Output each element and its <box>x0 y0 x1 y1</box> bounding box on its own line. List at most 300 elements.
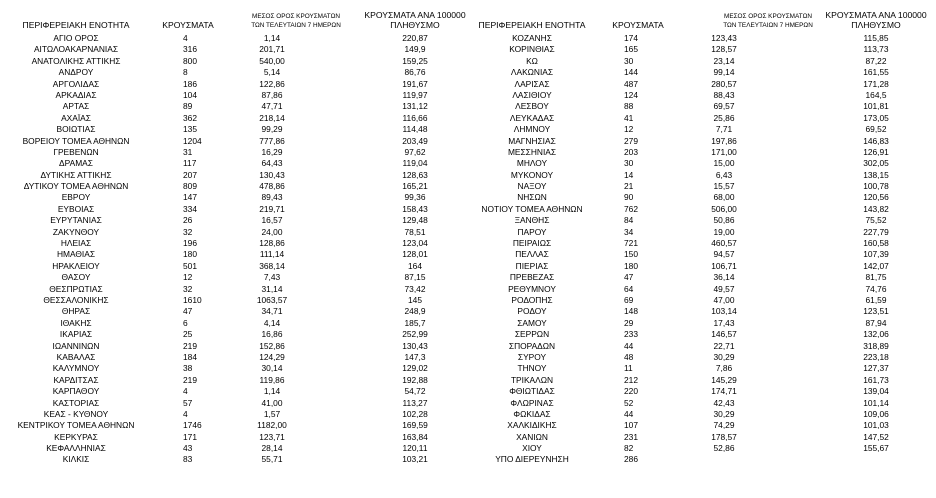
cell-per: 101,14 <box>863 397 889 408</box>
cell-region: ΔΥΤΙΚΟΥ ΤΟΜΕΑ ΑΘΗΝΩΝ <box>23 181 129 192</box>
cell-cases: 1610 <box>183 294 202 305</box>
cell-per: 131,12 <box>402 101 428 112</box>
cell-cases: 90 <box>624 192 634 203</box>
cell-region: ΜΑΓΝΗΣΙΑΣ <box>508 135 556 146</box>
cell-region: ΚΙΛΚΙΣ <box>62 454 90 465</box>
cell-cases: 32 <box>183 226 193 237</box>
cell-cases: 41 <box>624 112 634 123</box>
cell-cases: 231 <box>624 431 638 442</box>
cell-per: 128,63 <box>402 169 428 180</box>
cell-avg: 36,14 <box>713 272 735 283</box>
cell-cases: 174 <box>624 33 638 43</box>
cell-per: 75,52 <box>865 215 887 226</box>
table-row <box>470 295 936 306</box>
table-row <box>470 67 936 78</box>
cell-per: 252,99 <box>402 329 428 340</box>
cell-per: 159,25 <box>402 55 428 66</box>
cell-avg: 23,14 <box>713 55 735 66</box>
cell-cases: 286 <box>624 454 638 465</box>
cell-per: 147,3 <box>404 351 426 362</box>
cell-avg: 123,43 <box>711 33 737 43</box>
cell-avg: 47,71 <box>261 101 283 112</box>
cell-per: 203,49 <box>402 135 428 146</box>
table-row <box>0 261 470 272</box>
table-row <box>470 33 936 44</box>
table-row <box>470 238 936 249</box>
table-row <box>470 272 936 283</box>
cell-region: ΛΑΡΙΣΑΣ <box>514 78 550 89</box>
cell-avg: 87,86 <box>261 89 283 100</box>
cell-avg: 49,57 <box>713 283 735 294</box>
table-row <box>0 113 470 124</box>
table-row <box>470 215 936 226</box>
cell-region: ΧΙΟΥ <box>522 443 542 454</box>
cell-cases: 25 <box>183 329 193 340</box>
cell-region: ΒΟΡΕΙΟΥ ΤΟΜΕΑ ΑΘΗΝΩΝ <box>22 135 130 146</box>
table-row <box>0 386 470 397</box>
cell-per: 149,9 <box>404 44 426 55</box>
table-row <box>0 158 470 169</box>
cell-cases: 4 <box>183 386 188 397</box>
cell-region: ΚΑΒΑΛΑΣ <box>56 351 96 362</box>
cell-avg: 7,43 <box>263 272 281 283</box>
cell-per: 73,42 <box>404 283 426 294</box>
table-row <box>0 215 470 226</box>
cell-per: 302,05 <box>863 158 889 169</box>
cell-avg: 777,86 <box>259 135 285 146</box>
cell-region: ΔΡΑΜΑΣ <box>59 158 93 169</box>
cell-region: ΙΩΑΝΝΙΝΩΝ <box>52 340 100 351</box>
cell-avg: 30,29 <box>713 351 735 362</box>
cell-cases: 124 <box>624 89 638 100</box>
cell-region: ΚΕΑΣ - ΚΥΘΝΟΥ <box>43 408 109 419</box>
cell-per: 87,94 <box>865 317 887 328</box>
table-row <box>470 90 936 101</box>
cell-region: ΥΠΟ ΔΙΕΡΕΥΝΗΣΗ <box>495 454 569 465</box>
cell-avg: 50,86 <box>713 215 735 226</box>
cell-per: 185,7 <box>404 317 426 328</box>
table-row <box>470 454 936 465</box>
cell-cases: 38 <box>183 363 193 374</box>
cell-avg: 30,14 <box>261 363 283 374</box>
cell-region: ΑΝΔΡΟΥ <box>58 67 94 78</box>
cell-region: ΦΩΚΙΔΑΣ <box>513 408 551 419</box>
cell-cases: 1746 <box>183 420 202 431</box>
cell-cases: 279 <box>624 135 638 146</box>
table-row <box>470 261 936 272</box>
cell-region: ΚΟΖΑΝΗΣ <box>512 33 552 43</box>
cell-avg: 368,14 <box>259 260 285 271</box>
table-row <box>0 443 470 454</box>
cell-region: ΗΡΑΚΛΕΙΟΥ <box>52 260 100 271</box>
cell-region: ΘΑΣΟΥ <box>61 272 91 283</box>
cell-region: ΑΡΚΑΔΙΑΣ <box>55 89 97 100</box>
cell-region: ΙΚΑΡΙΑΣ <box>59 329 93 340</box>
cell-per: 138,15 <box>863 169 889 180</box>
cell-region: ΓΡΕΒΕΝΩΝ <box>53 146 99 157</box>
table-row <box>470 113 936 124</box>
header-region: ΠΕΡΙΦΕΡΕΙΑΚΗ ΕΝΟΤΗΤΑ <box>478 20 586 30</box>
cell-avg: 64,43 <box>261 158 283 169</box>
cell-region: ΘΕΣΣΑΛΟΝΙΚΗΣ <box>43 294 109 305</box>
table-row <box>470 432 936 443</box>
table-row <box>470 352 936 363</box>
table-row <box>470 284 936 295</box>
cell-per: 107,39 <box>863 249 889 260</box>
cell-region: ΛΑΣΙΘΙΟΥ <box>512 89 552 100</box>
cell-avg: 42,43 <box>713 397 735 408</box>
cell-avg: 47,00 <box>713 294 735 305</box>
right-header <box>470 0 936 33</box>
cell-per: 165,21 <box>402 181 428 192</box>
cell-region: ΗΛΕΙΑΣ <box>60 238 92 249</box>
cell-region: ΒΟΙΩΤΙΑΣ <box>56 124 96 135</box>
cell-region: ΞΑΝΘΗΣ <box>514 215 550 226</box>
cell-avg: 16,57 <box>261 215 283 226</box>
cell-avg: 28,14 <box>261 443 283 454</box>
header-per-line1: ΚΡΟΥΣΜΑΤΑ ΑΝΑ 100000 <box>364 10 466 20</box>
cell-avg: 16,86 <box>261 329 283 340</box>
table-row <box>470 398 936 409</box>
table-row <box>470 375 936 386</box>
cell-region: ΚΑΛΥΜΝΟΥ <box>52 363 100 374</box>
cell-region: ΛΗΜΝΟΥ <box>513 124 551 135</box>
cell-cases: 82 <box>624 443 634 454</box>
right-rows <box>470 33 936 466</box>
cell-per: 120,56 <box>863 192 889 203</box>
cell-per: 101,03 <box>863 420 889 431</box>
table-row <box>0 192 470 203</box>
cell-avg: 478,86 <box>259 181 285 192</box>
cell-region: ΠΕΛΛΑΣ <box>515 249 549 260</box>
table-row <box>0 170 470 181</box>
cell-per: 78,51 <box>404 226 426 237</box>
cell-avg: 17,43 <box>713 317 735 328</box>
table-row <box>0 284 470 295</box>
cell-region: ΣΕΡΡΩΝ <box>514 329 550 340</box>
table-row <box>470 147 936 158</box>
cell-avg: 41,00 <box>261 397 283 408</box>
cell-per: 119,04 <box>402 158 428 169</box>
cell-region: ΑΡΤΑΣ <box>62 101 90 112</box>
cell-avg: 16,29 <box>261 146 283 157</box>
cell-cases: 148 <box>624 306 638 317</box>
cell-avg: 22,71 <box>713 340 735 351</box>
header-per-line2: ΠΛΗΘΥΣΜΟ <box>390 20 440 30</box>
cell-avg: 201,71 <box>259 44 285 55</box>
cell-cases: 29 <box>624 317 634 328</box>
cell-per: 158,43 <box>402 203 428 214</box>
cell-per: 123,51 <box>863 306 889 317</box>
cell-avg: 219,71 <box>259 203 285 214</box>
table-row <box>0 329 470 340</box>
cell-region: ΛΕΥΚΑΔΑΣ <box>509 112 555 123</box>
cell-per: 146,83 <box>863 135 889 146</box>
header-avg-line2: ΤΩΝ ΤΕΛΕΥΤΑΙΩΝ 7 ΗΜΕΡΩΝ <box>723 22 813 29</box>
cell-avg: 4,14 <box>263 317 281 328</box>
cell-cases: 30 <box>624 55 634 66</box>
cell-cases: 52 <box>624 397 634 408</box>
cell-region: ΘΗΡΑΣ <box>61 306 91 317</box>
cell-cases: 47 <box>183 306 193 317</box>
cell-region: ΚΑΡΔΙΤΣΑΣ <box>53 374 99 385</box>
cell-per: 113,27 <box>402 397 428 408</box>
cell-cases: 501 <box>183 260 197 271</box>
cell-per: 164,5 <box>865 89 887 100</box>
cell-region: ΑΡΓΟΛΙΔΑΣ <box>52 78 100 89</box>
cell-cases: 487 <box>624 78 638 89</box>
table-row <box>470 249 936 260</box>
cell-cases: 150 <box>624 249 638 260</box>
cell-region: ΑΧΑΪΑΣ <box>61 112 91 123</box>
table-row <box>0 454 470 465</box>
cell-per: 120,11 <box>402 443 428 454</box>
table-row <box>0 295 470 306</box>
cell-avg: 68,00 <box>713 192 735 203</box>
cell-per: 145 <box>408 294 422 305</box>
table-row <box>470 204 936 215</box>
cell-per: 100,78 <box>863 181 889 192</box>
cell-cases: 180 <box>624 260 638 271</box>
cell-avg: 218,14 <box>259 112 285 123</box>
cell-per: 130,43 <box>402 340 428 351</box>
cell-cases: 147 <box>183 192 197 203</box>
cell-cases: 14 <box>624 169 634 180</box>
cell-region: ΕΥΡΥΤΑΝΙΑΣ <box>50 215 102 226</box>
cell-per: 220,87 <box>402 33 428 43</box>
cell-avg: 6,43 <box>715 169 733 180</box>
table-row <box>470 409 936 420</box>
cell-per: 102,28 <box>402 408 428 419</box>
cell-per: 129,48 <box>402 215 428 226</box>
cell-cases: 316 <box>183 44 197 55</box>
cell-region: ΤΗΝΟΥ <box>517 363 547 374</box>
cell-region: ΠΙΕΡΙΑΣ <box>515 260 549 271</box>
table-row <box>470 341 936 352</box>
cell-avg: 1182,00 <box>257 420 287 431</box>
cell-per: 147,52 <box>863 431 889 442</box>
cell-per: 87,22 <box>865 55 887 66</box>
cell-per: 248,9 <box>404 306 426 317</box>
cell-cases: 219 <box>183 340 197 351</box>
cell-cases: 84 <box>624 215 634 226</box>
cell-region: ΦΘΙΩΤΙΔΑΣ <box>509 386 555 397</box>
table-row <box>0 67 470 78</box>
cell-cases: 104 <box>183 89 197 100</box>
cell-cases: 21 <box>624 181 634 192</box>
cell-avg: 460,57 <box>711 238 737 249</box>
cell-cases: 165 <box>624 44 638 55</box>
cell-cases: 800 <box>183 55 197 66</box>
table-row <box>0 249 470 260</box>
cell-region: ΣΥΡΟΥ <box>517 351 547 362</box>
cell-avg: 15,57 <box>713 181 735 192</box>
cell-per: 161,73 <box>863 374 889 385</box>
cell-cases: 43 <box>183 443 193 454</box>
cell-region: ΡΟΔΟΥ <box>517 306 547 317</box>
table-row <box>0 90 470 101</box>
table-row <box>470 124 936 135</box>
cell-per: 163,84 <box>402 431 428 442</box>
table-row <box>0 44 470 55</box>
table-row <box>0 204 470 215</box>
cell-cases: 721 <box>624 238 638 249</box>
cell-avg: 88,43 <box>713 89 735 100</box>
cell-region: ΚΕΝΤΡΙΚΟΥ ΤΟΜΕΑ ΑΘΗΝΩΝ <box>17 420 135 431</box>
table-row <box>470 136 936 147</box>
cell-region: ΝΑΞΟΥ <box>517 181 547 192</box>
cell-cases: 1204 <box>183 135 202 146</box>
table-row <box>470 329 936 340</box>
cell-per: 115,85 <box>863 33 889 43</box>
cell-per: 173,05 <box>863 112 889 123</box>
table-row <box>0 33 470 44</box>
table-row <box>0 409 470 420</box>
cell-per: 191,67 <box>402 78 428 89</box>
cell-cases: 220 <box>624 386 638 397</box>
cell-cases: 11 <box>624 363 633 374</box>
left-header <box>0 0 470 33</box>
cell-per: 318,89 <box>863 340 889 351</box>
cell-region: ΚΑΡΠΑΘΟΥ <box>52 386 100 397</box>
cell-avg: 152,86 <box>259 340 285 351</box>
header-region: ΠΕΡΙΦΕΡΕΙΑΚΗ ΕΝΟΤΗΤΑ <box>22 20 130 30</box>
cell-cases: 762 <box>624 203 638 214</box>
cell-per: 227,79 <box>863 226 889 237</box>
cell-cases: 196 <box>183 238 197 249</box>
cell-cases: 184 <box>183 351 197 362</box>
cell-per: 119,97 <box>402 89 428 100</box>
cell-cases: 362 <box>183 112 197 123</box>
table-row <box>470 227 936 238</box>
table-row <box>0 272 470 283</box>
cell-avg: 25,86 <box>713 112 735 123</box>
cell-cases: 34 <box>624 226 634 237</box>
cell-avg: 130,43 <box>259 169 285 180</box>
cell-per: 139,04 <box>863 386 889 397</box>
cell-region: ΚΑΣΤΟΡΙΑΣ <box>52 397 100 408</box>
cell-per: 223,18 <box>863 351 889 362</box>
table-row <box>0 341 470 352</box>
cell-cases: 212 <box>624 374 638 385</box>
cell-avg: 24,00 <box>261 226 283 237</box>
cell-per: 99,36 <box>404 192 426 203</box>
cell-avg: 15,00 <box>713 158 735 169</box>
cell-avg: 30,29 <box>713 408 735 419</box>
cell-avg: 111,14 <box>259 249 285 260</box>
cell-per: 113,73 <box>863 44 889 55</box>
cell-avg: 69,57 <box>713 101 735 112</box>
cell-avg: 1063,57 <box>256 294 288 305</box>
cell-cases: 219 <box>183 374 197 385</box>
table-row <box>470 44 936 55</box>
cell-avg: 7,86 <box>715 363 733 374</box>
cell-cases: 4 <box>183 408 188 419</box>
cell-per: 143,82 <box>863 203 889 214</box>
cell-cases: 4 <box>183 33 188 43</box>
table-row <box>470 363 936 374</box>
cell-cases: 83 <box>183 454 193 465</box>
cell-per: 126,91 <box>863 146 889 157</box>
cell-region: ΡΕΘΥΜΝΟΥ <box>508 283 556 294</box>
table-row <box>0 147 470 158</box>
cell-region: ΧΑΛΚΙΔΙΚΗΣ <box>507 420 557 431</box>
cell-cases: 26 <box>183 215 193 226</box>
cell-per: 128,01 <box>402 249 428 260</box>
cell-cases: 64 <box>624 283 634 294</box>
table-row <box>0 227 470 238</box>
cell-per: 97,62 <box>404 146 426 157</box>
header-cases: ΚΡΟΥΣΜΑΤΑ <box>162 20 214 30</box>
table-row <box>470 420 936 431</box>
table-row <box>0 136 470 147</box>
cell-cases: 6 <box>183 317 188 328</box>
cell-per: 155,67 <box>863 443 889 454</box>
cell-per: 129,02 <box>402 363 428 374</box>
cell-per: 164 <box>408 260 422 271</box>
cell-avg: 128,86 <box>259 238 285 249</box>
cell-avg: 145,29 <box>711 374 737 385</box>
cell-avg: 19,00 <box>713 226 735 237</box>
cell-per: 61,59 <box>865 294 887 305</box>
cell-region: ΖΑΚΥΝΘΟΥ <box>52 226 100 237</box>
cell-region: ΡΟΔΟΠΗΣ <box>511 294 553 305</box>
cell-per: 123,04 <box>402 238 428 249</box>
cell-region: ΧΑΝΙΩΝ <box>516 431 548 442</box>
cell-cases: 144 <box>624 67 638 78</box>
cell-cases: 334 <box>183 203 197 214</box>
cell-avg: 124,29 <box>259 351 285 362</box>
cell-avg: 1,14 <box>263 386 281 397</box>
cell-per: 160,58 <box>863 238 889 249</box>
cell-avg: 1,14 <box>263 33 281 43</box>
header-cases: ΚΡΟΥΣΜΑΤΑ <box>612 20 664 30</box>
table-row <box>0 124 470 135</box>
cell-cases: 186 <box>183 78 197 89</box>
cell-cases: 48 <box>624 351 634 362</box>
cell-avg: 89,43 <box>261 192 283 203</box>
cell-region: ΗΜΑΘΙΑΣ <box>56 249 96 260</box>
table-row <box>0 352 470 363</box>
header-avg-line1: ΜΕΣΟΣ ΟΡΟΣ ΚΡΟΥΣΜΑΤΩΝ <box>724 13 812 20</box>
table-row <box>0 318 470 329</box>
cell-per: 127,37 <box>863 363 889 374</box>
cell-cases: 57 <box>183 397 193 408</box>
cell-avg: 74,29 <box>713 420 735 431</box>
cell-region: ΛΑΚΩΝΙΑΣ <box>510 67 554 78</box>
cell-region: ΑΝΑΤΟΛΙΚΗΣ ΑΤΤΙΚΗΣ <box>31 55 121 66</box>
cell-cases: 203 <box>624 146 638 157</box>
cell-avg: 280,57 <box>711 78 737 89</box>
cell-region: ΜΕΣΣΗΝΙΑΣ <box>507 146 557 157</box>
table-row <box>470 443 936 454</box>
cell-avg: 99,29 <box>261 124 283 135</box>
cell-per: 81,75 <box>865 272 887 283</box>
cell-per: 86,76 <box>404 67 426 78</box>
cell-cases: 207 <box>183 169 197 180</box>
cell-per: 171,28 <box>863 78 889 89</box>
cell-cases: 107 <box>624 420 638 431</box>
table-row <box>0 432 470 443</box>
table-row <box>470 79 936 90</box>
cell-avg: 171,00 <box>711 146 737 157</box>
table-row <box>0 101 470 112</box>
cell-cases: 8 <box>183 67 188 78</box>
cell-cases: 88 <box>624 101 634 112</box>
cell-per: 74,76 <box>865 283 887 294</box>
cell-region: ΠΡΕΒΕΖΑΣ <box>509 272 555 283</box>
table-row <box>470 181 936 192</box>
